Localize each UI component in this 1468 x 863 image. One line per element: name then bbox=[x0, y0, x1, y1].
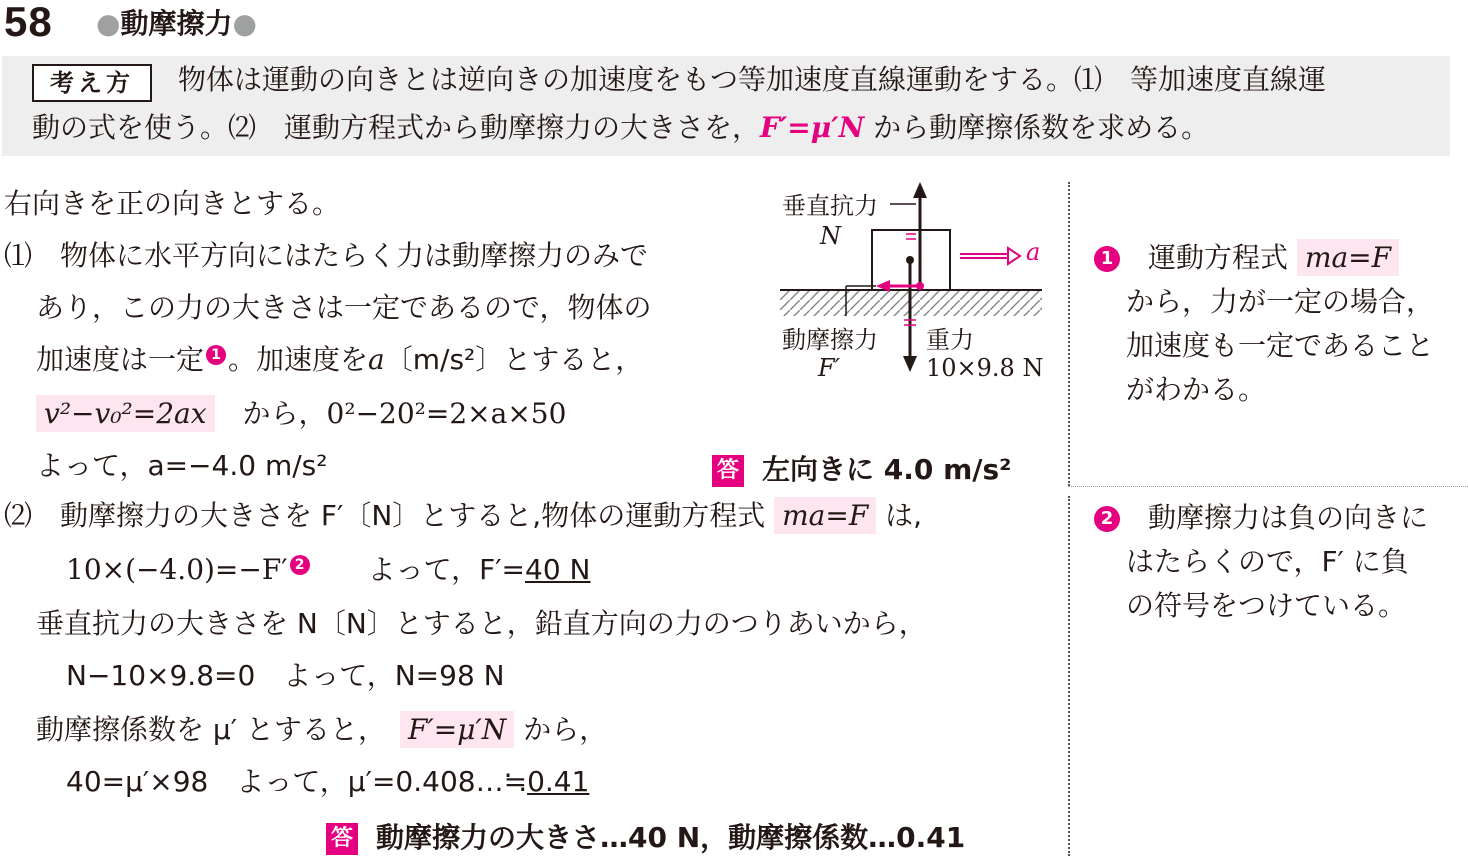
answer-badge: 答 bbox=[712, 455, 744, 487]
solution-intro: 右向きを正の向きとする。 bbox=[4, 187, 341, 220]
note-1-line-3: 加速度も一定であること bbox=[1126, 329, 1435, 362]
note-1-line-1 bbox=[1094, 236, 1399, 280]
text: 加速度は一定 bbox=[36, 343, 205, 376]
answer-badge: 答 bbox=[326, 823, 358, 855]
note-2-marker: 2 bbox=[1094, 506, 1120, 532]
hint-line-2-tail: から動摩擦係数を求める。 bbox=[873, 111, 1210, 144]
part2-line-6 bbox=[66, 762, 589, 802]
hint-formula: F′=μ′N bbox=[760, 111, 865, 144]
var-a: a bbox=[368, 343, 385, 376]
part2-line-5 bbox=[36, 710, 607, 750]
friction-symbol: F′ bbox=[818, 354, 841, 382]
bullet-dot: ● bbox=[96, 7, 121, 40]
text: 。加速度を bbox=[228, 343, 369, 376]
topic-text: 動摩擦力 bbox=[120, 7, 233, 40]
note-2-line-2: はたらくので，F′ に負 bbox=[1126, 545, 1409, 578]
bullet-dot: ● bbox=[232, 7, 257, 40]
normal-arrow-head bbox=[913, 182, 927, 198]
hint-line-1: 物体は運動の向きとは逆向きの加速度をもつ等加速度直線運動をする。⑴ 等加速度直線運 bbox=[178, 63, 1327, 96]
part1-line-2: あり，この力の大きさは一定であるので，物体の bbox=[36, 291, 652, 324]
gravity-value: 10×9.8 N bbox=[926, 354, 1044, 382]
underlined-result: 0.41 bbox=[527, 765, 590, 798]
answer-text: 左向きに 4.0 m/s² bbox=[762, 453, 1012, 486]
hint-line-2 bbox=[32, 108, 1209, 148]
text: 〔m/s²〕とすると， bbox=[384, 343, 644, 376]
part1-answer bbox=[712, 448, 1011, 488]
text: よって，F′= bbox=[367, 553, 526, 586]
text: から， bbox=[523, 713, 608, 746]
accel-symbol: a bbox=[1026, 238, 1041, 266]
part1-line-1: ⑴ 物体に水平方向にはたらく力は動摩擦力のみで bbox=[4, 239, 649, 272]
part2-line-3: 垂直抗力の大きさを N〔N〕とすると，鉛直方向の力のつりあいから， bbox=[36, 607, 927, 640]
formula-box: ma=F bbox=[1297, 239, 1399, 276]
column-divider-bottom bbox=[1068, 496, 1070, 856]
note-divider bbox=[1068, 486, 1468, 487]
part2-answer bbox=[326, 816, 965, 856]
underlined-result: 40 N bbox=[525, 553, 591, 586]
part1-line-4 bbox=[36, 394, 566, 434]
accel-arrow-head bbox=[1008, 248, 1020, 264]
note-1-line-4: がわかる。 bbox=[1126, 373, 1267, 406]
text: 40=μ′×98 よって，μ′=0.408…≒ bbox=[66, 765, 528, 798]
formula-box: F′=μ′N bbox=[400, 711, 514, 748]
part2-line-4: N−10×9.8=0 よって，N=98 N bbox=[66, 659, 505, 692]
column-divider-top bbox=[1068, 182, 1070, 486]
hint-line-2-text: 動の式を使う。⑵ 運動方程式から動摩擦力の大きさを， bbox=[32, 111, 761, 144]
part1-line-3 bbox=[36, 340, 643, 380]
hint-label: 考え方 bbox=[32, 64, 152, 102]
topic-title bbox=[96, 2, 257, 42]
text: は, bbox=[885, 499, 923, 532]
note-marker-1: 1 bbox=[206, 345, 226, 365]
part2-line-2 bbox=[66, 550, 591, 590]
text: ⑵ 動摩擦力の大きさを F′〔N〕とすると,物体の運動方程式 bbox=[4, 499, 766, 532]
text: 動摩擦力は負の向きに bbox=[1148, 501, 1429, 534]
text: 動摩擦係数を μ′ とすると， bbox=[36, 713, 372, 746]
friction-label: 動摩擦力 bbox=[782, 326, 878, 354]
center-of-mass bbox=[906, 256, 914, 264]
contact-point bbox=[916, 282, 924, 290]
normal-symbol: N bbox=[820, 222, 841, 250]
note-2-line-1 bbox=[1094, 496, 1428, 540]
text: 10×(−4.0)=−F′ bbox=[66, 553, 288, 586]
formula-box: ma=F bbox=[774, 497, 876, 534]
text: から，0²−20²=2×a×50 bbox=[242, 397, 567, 430]
formula-box: v²−v₀²=2ax bbox=[36, 395, 215, 432]
note-marker-2: 2 bbox=[290, 555, 310, 575]
gravity-arrow-head bbox=[903, 356, 917, 372]
answer-text: 動摩擦力の大きさ…40 N，動摩擦係数…0.41 bbox=[376, 821, 966, 854]
gravity-label: 重力 bbox=[926, 326, 974, 354]
normal-label: 垂直抗力 bbox=[782, 192, 878, 220]
note-2-line-3: の符号をつけている。 bbox=[1126, 589, 1407, 622]
note-1-marker: 1 bbox=[1094, 246, 1120, 272]
text: 運動方程式 bbox=[1148, 241, 1289, 274]
part1-line-5: よって，a=−4.0 m/s² bbox=[36, 449, 328, 482]
note-1-line-2: から，力が一定の場合， bbox=[1126, 285, 1435, 318]
part2-line-1 bbox=[4, 496, 922, 536]
problem-number: 58 bbox=[4, 0, 53, 45]
